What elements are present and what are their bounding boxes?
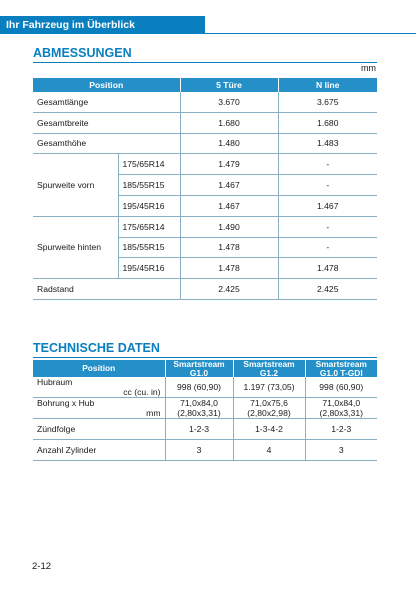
table-row	[33, 112, 377, 133]
table-header-row	[33, 360, 377, 377]
cell-value: 1.479	[180, 154, 278, 175]
cell-value: 71,0x84,0 (2,80x3,31)	[305, 398, 377, 419]
tire-size: 185/55R15	[118, 237, 180, 258]
cell-value: 1.467	[180, 195, 278, 216]
tire-size: 185/55R15	[118, 175, 180, 196]
cell-value: 1-3-4-2	[233, 419, 305, 440]
table-row	[33, 419, 377, 440]
tire-size: 175/65R14	[118, 216, 180, 237]
cell-value: 1-2-3	[305, 419, 377, 440]
cell-value: 998 (60,90)	[305, 377, 377, 398]
cell-value: -	[278, 237, 377, 258]
tire-size: 195/45R16	[118, 258, 180, 279]
cell-value: 1.467	[278, 195, 377, 216]
cell-value: 1.483	[278, 133, 377, 154]
table-row	[33, 377, 377, 398]
table-row	[33, 216, 377, 237]
cell-value: 1.467	[180, 175, 278, 196]
cell-value: 3	[305, 440, 377, 461]
row-label: Gesamtlänge	[33, 92, 180, 112]
tire-size: 175/65R14	[118, 154, 180, 175]
cell-value: 3	[165, 440, 233, 461]
cell-value: 1.480	[180, 133, 278, 154]
table-row	[33, 92, 377, 112]
row-label: Gesamtbreite	[33, 112, 180, 133]
dimensions-table	[33, 78, 377, 300]
table-row	[33, 440, 377, 461]
row-label: Hubraum cc (cu. in)	[33, 377, 165, 398]
row-label: Anzahl Zylinder	[33, 440, 165, 461]
section-rule-dimensions	[33, 62, 377, 63]
cell-value: 1.478	[180, 237, 278, 258]
cell-value: 1.197 (73,05)	[233, 377, 305, 398]
unit-note: mm	[361, 63, 376, 73]
column-header-position: Position	[33, 78, 180, 92]
section-title-technical: TECHNISCHE DATEN	[33, 341, 160, 355]
cell-value: 71,0x75,6 (2,80x2,98)	[233, 398, 305, 419]
chapter-header	[0, 16, 205, 34]
unit-label: cc (cu. in)	[123, 387, 161, 398]
table-row	[33, 154, 377, 175]
column-header-engine-g10-tgdi: Smartstream G1.0 T-GDI	[305, 360, 377, 377]
column-header-engine-g10: Smartstream G1.0	[165, 360, 233, 377]
cell-value: 1.490	[180, 216, 278, 237]
column-header-engine-g12: Smartstream G1.2	[233, 360, 305, 377]
table-row	[33, 398, 377, 419]
table-row	[33, 279, 377, 300]
section-title-dimensions: ABMESSUNGEN	[33, 46, 132, 60]
cell-value: 1-2-3	[165, 419, 233, 440]
row-label: Zündfolge	[33, 419, 165, 440]
column-header-5tuere: 5 Türe	[180, 78, 278, 92]
cell-value: -	[278, 216, 377, 237]
cell-value: -	[278, 154, 377, 175]
header-rule	[205, 33, 416, 34]
cell-value: 1.478	[180, 258, 278, 279]
column-header-position: Position	[33, 360, 165, 377]
row-label: Bohrung x Hub mm	[33, 398, 165, 419]
section-rule-technical	[33, 357, 377, 358]
row-label: Radstand	[33, 279, 180, 300]
row-label: Spurweite hinten	[33, 216, 118, 278]
tire-size: 195/45R16	[118, 195, 180, 216]
cell-value: 71,0x84,0 (2,80x3,31)	[165, 398, 233, 419]
cell-value: 998 (60,90)	[165, 377, 233, 398]
cell-value: 1.680	[180, 112, 278, 133]
unit-label: mm	[146, 408, 161, 419]
cell-value: 1.680	[278, 112, 377, 133]
table-row	[33, 133, 377, 154]
cell-value: 4	[233, 440, 305, 461]
cell-value: -	[278, 175, 377, 196]
chapter-title: Ihr Fahrzeug im Überblick	[6, 19, 135, 31]
cell-value: 2.425	[278, 279, 377, 300]
page-number: 2-12	[32, 561, 52, 572]
cell-value: 3.670	[180, 92, 278, 112]
table-header-row	[33, 78, 377, 92]
cell-value: 3.675	[278, 92, 377, 112]
row-label: Spurweite vorn	[33, 154, 118, 216]
cell-value: 1.478	[278, 258, 377, 279]
column-header-nline: N line	[278, 78, 377, 92]
cell-value: 2.425	[180, 279, 278, 300]
row-label: Gesamthöhe	[33, 133, 180, 154]
technical-table	[33, 360, 377, 461]
